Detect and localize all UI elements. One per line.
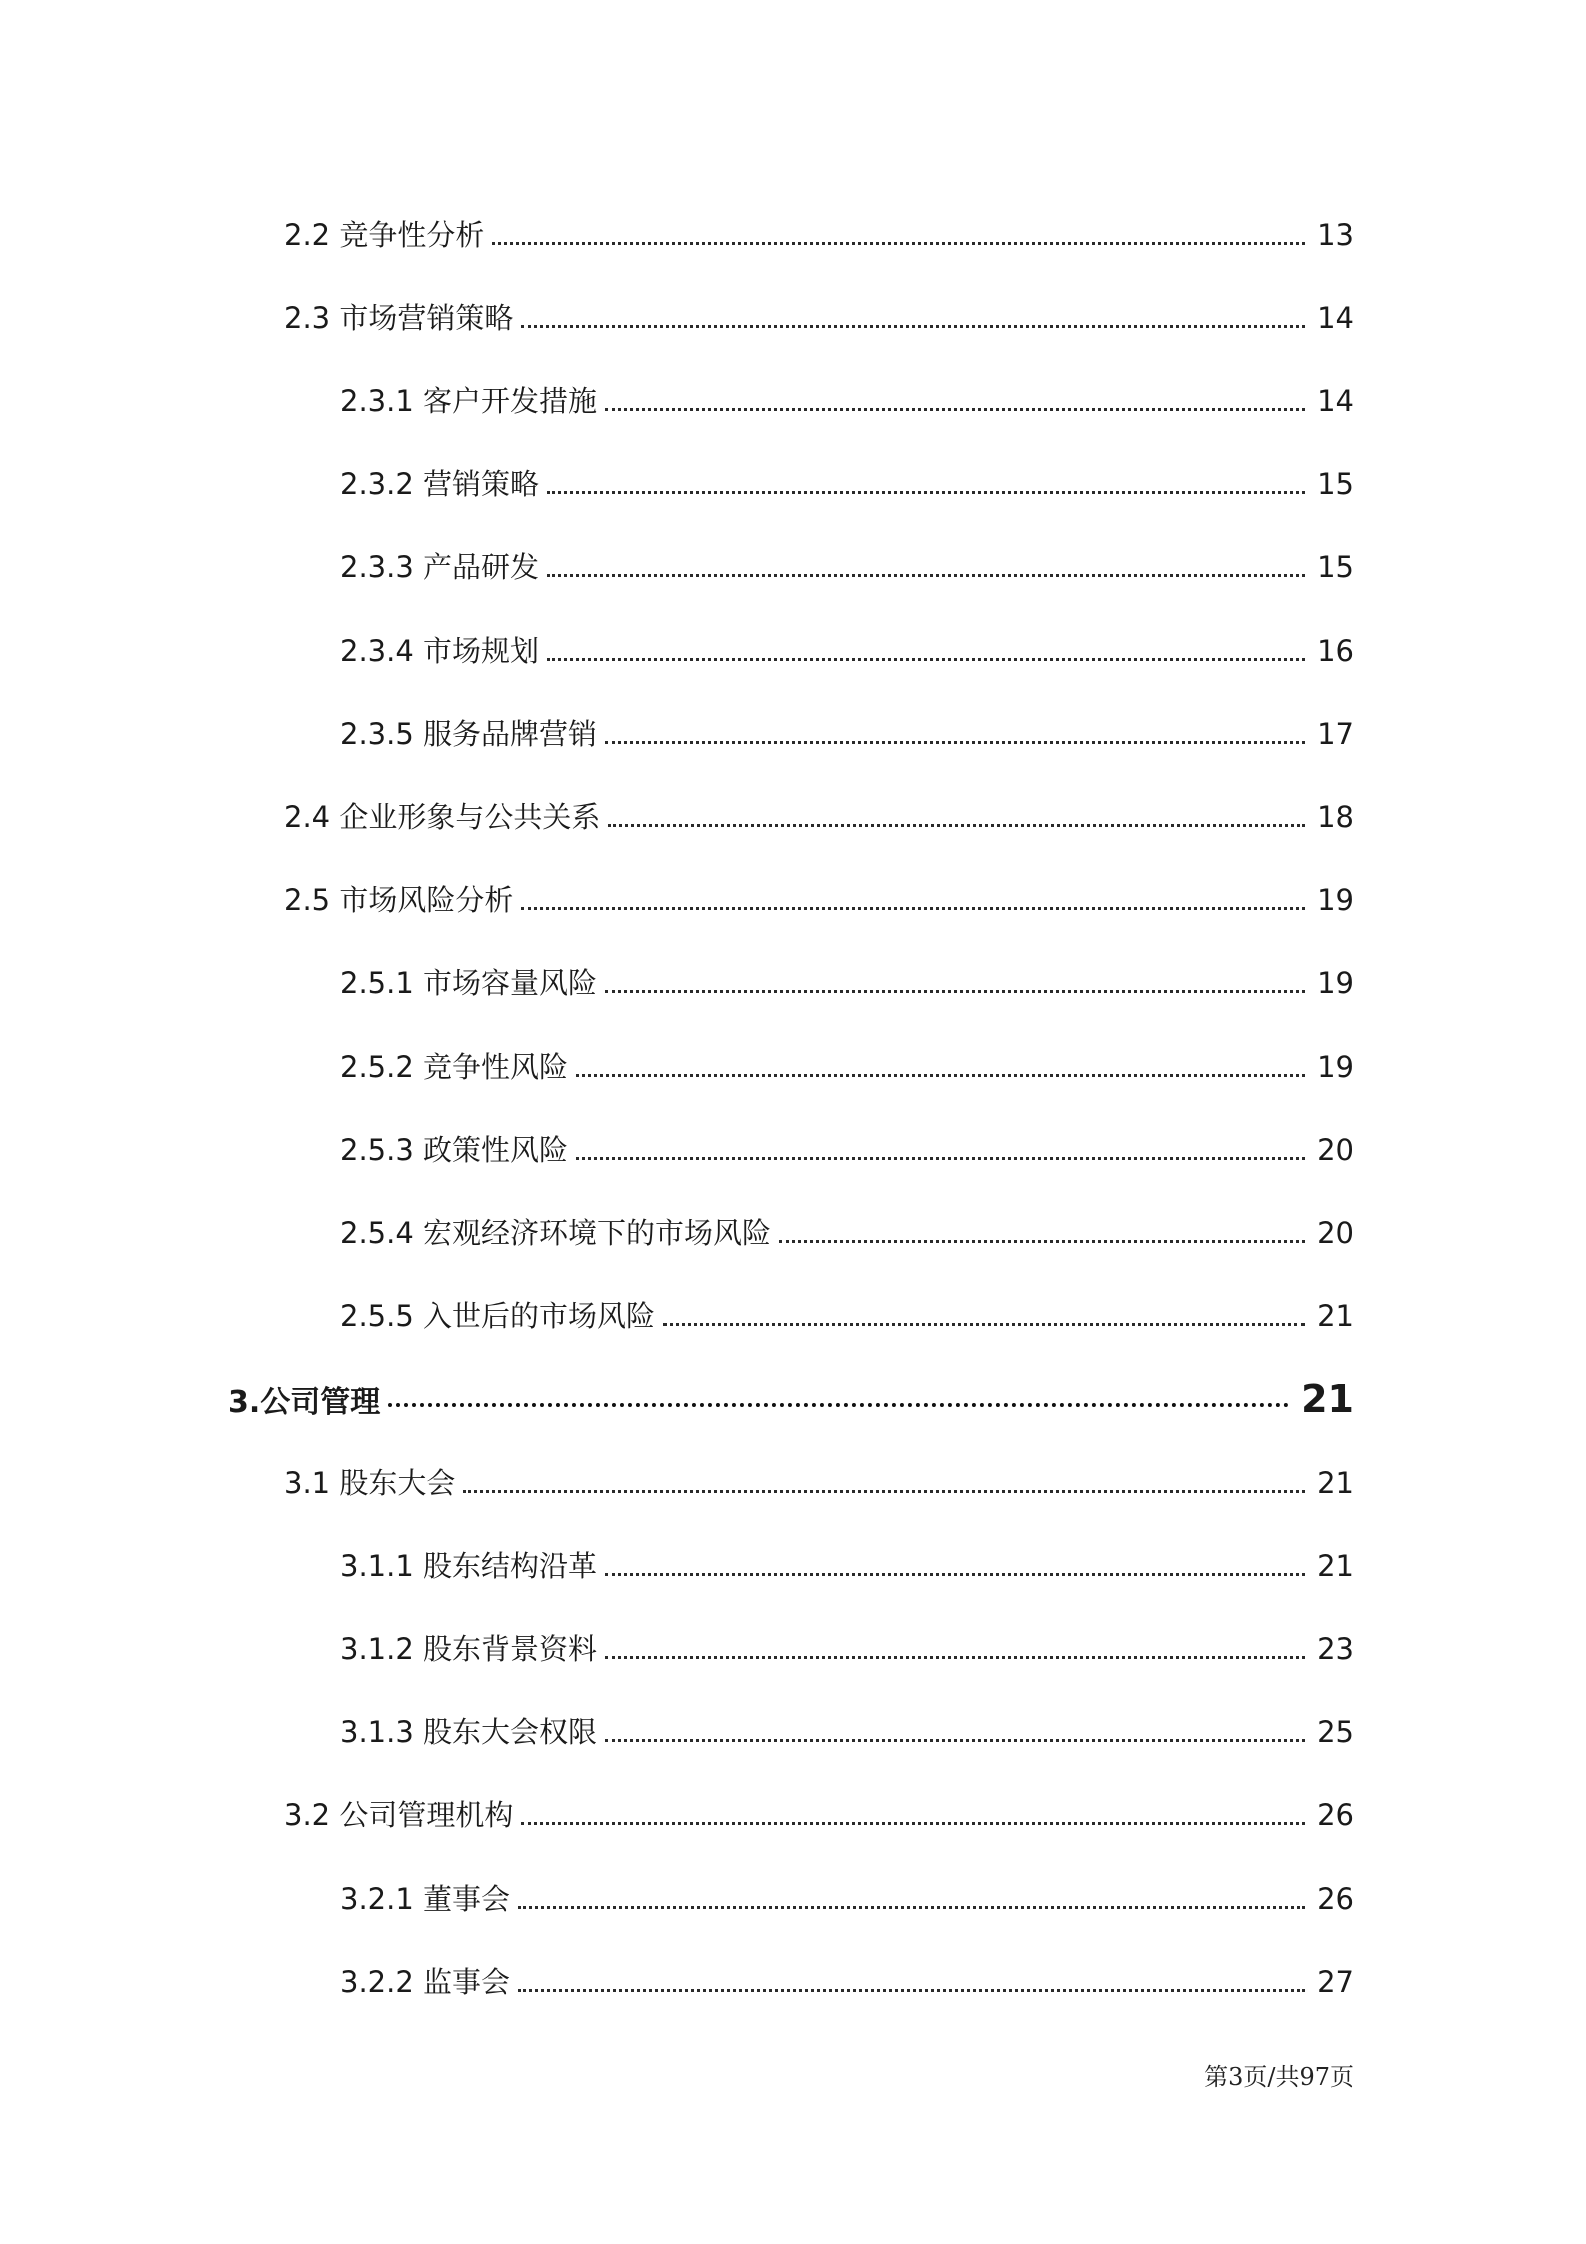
toc-leader-dots	[605, 990, 1305, 993]
toc-entry[interactable]	[228, 1375, 1354, 1423]
toc-entry-page: 19	[1317, 883, 1354, 917]
toc-leader-dots	[518, 1906, 1305, 1909]
toc-entry-page: 17	[1317, 717, 1354, 751]
toc-entry-label: 3.1.3 股东大会权限	[340, 1715, 598, 1749]
toc-entry[interactable]	[284, 1791, 1354, 1839]
toc-entry-page: 25	[1317, 1715, 1354, 1749]
toc-leader-dots	[605, 741, 1305, 744]
toc-entry[interactable]	[340, 1209, 1354, 1257]
toc-leader-dots	[663, 1323, 1305, 1326]
toc-leader-dots	[547, 658, 1305, 661]
toc-entry-label: 3.公司管理	[228, 1385, 381, 1420]
toc-leader-dots	[608, 824, 1305, 827]
toc-entry[interactable]	[284, 793, 1354, 841]
toc-entry-label: 3.1.1 股东结构沿革	[340, 1549, 598, 1583]
toc-entry[interactable]	[340, 1043, 1354, 1091]
toc-entry[interactable]	[340, 377, 1354, 425]
toc-entry-page: 15	[1317, 550, 1354, 584]
toc-entry-page: 15	[1317, 467, 1354, 501]
toc-leader-dots	[779, 1240, 1305, 1243]
toc-entry[interactable]	[340, 959, 1354, 1007]
toc-entry-label: 2.5.1 市场容量风险	[340, 966, 598, 1000]
toc-entry-page: 26	[1317, 1882, 1354, 1916]
toc-entry[interactable]	[340, 1958, 1354, 2006]
toc-entry[interactable]	[284, 211, 1354, 259]
toc-entry[interactable]	[340, 627, 1354, 675]
toc-leader-dots	[576, 1074, 1305, 1077]
toc-entry-label: 3.2.2 监事会	[340, 1965, 511, 1999]
toc-entry-page: 23	[1317, 1632, 1354, 1666]
toc-entry-label: 3.2 公司管理机构	[284, 1798, 514, 1832]
toc-entry-page: 21	[1301, 1377, 1354, 1421]
toc-leader-dots	[605, 408, 1305, 411]
toc-leader-dots	[518, 1989, 1305, 1992]
toc-entry-label: 2.5 市场风险分析	[284, 883, 514, 917]
toc-entry-label: 2.5.5 入世后的市场风险	[340, 1299, 656, 1333]
toc-entry-page: 19	[1317, 966, 1354, 1000]
toc-leader-dots	[521, 907, 1305, 910]
toc-entry-label: 2.3 市场营销策略	[284, 301, 514, 335]
toc-entry[interactable]	[284, 294, 1354, 342]
toc-entry-label: 2.3.5 服务品牌营销	[340, 717, 598, 751]
toc-entry-label: 2.5.4 宏观经济环境下的市场风险	[340, 1216, 772, 1250]
toc-entry[interactable]	[340, 1625, 1354, 1673]
toc-entry[interactable]	[340, 1708, 1354, 1756]
toc-leader-dots	[388, 1403, 1289, 1407]
toc-entry-page: 21	[1317, 1299, 1354, 1333]
toc-entry-page: 20	[1317, 1133, 1354, 1167]
toc-entry-label: 2.3.3 产品研发	[340, 550, 540, 584]
toc-entry-label: 2.5.2 竞争性风险	[340, 1050, 569, 1084]
toc-entry-page: 16	[1317, 634, 1354, 668]
toc-leader-dots	[605, 1739, 1305, 1742]
toc-leader-dots	[547, 574, 1305, 577]
toc-entry-label: 3.1 股东大会	[284, 1466, 456, 1500]
toc-leader-dots	[521, 325, 1305, 328]
toc-leader-dots	[605, 1656, 1305, 1659]
toc-entry-label: 3.1.2 股东背景资料	[340, 1632, 598, 1666]
toc-entry-label: 2.5.3 政策性风险	[340, 1133, 569, 1167]
toc-entry[interactable]	[340, 710, 1354, 758]
toc-entry-label: 2.4 企业形象与公共关系	[284, 800, 601, 834]
toc-leader-dots	[492, 242, 1305, 245]
toc-entry-label: 2.3.1 客户开发措施	[340, 384, 598, 418]
toc-entry-page: 21	[1317, 1549, 1354, 1583]
toc-entry-page: 14	[1317, 301, 1354, 335]
toc-entry-page: 20	[1317, 1216, 1354, 1250]
toc-entry[interactable]	[340, 1126, 1354, 1174]
toc-entry-page: 27	[1317, 1965, 1354, 1999]
toc-leader-dots	[547, 491, 1305, 494]
toc-entry-label: 2.3.2 营销策略	[340, 467, 540, 501]
toc-entry[interactable]	[340, 1542, 1354, 1590]
toc-entry-label: 2.3.4 市场规划	[340, 634, 540, 668]
toc-entry-page: 18	[1317, 800, 1354, 834]
toc-entry-page: 14	[1317, 384, 1354, 418]
toc-entry-page: 21	[1317, 1466, 1354, 1500]
toc-entry-page: 13	[1317, 218, 1354, 252]
toc-leader-dots	[576, 1157, 1305, 1160]
toc-entry[interactable]	[284, 876, 1354, 924]
toc-entry[interactable]	[340, 543, 1354, 591]
toc-entry-label: 2.2 竞争性分析	[284, 218, 485, 252]
toc-leader-dots	[463, 1490, 1305, 1493]
toc-entry-page: 26	[1317, 1798, 1354, 1832]
toc-entry-page: 19	[1317, 1050, 1354, 1084]
toc-entry[interactable]	[284, 1459, 1354, 1507]
toc-entry[interactable]	[340, 1292, 1354, 1340]
toc-leader-dots	[521, 1822, 1305, 1825]
toc-leader-dots	[605, 1573, 1305, 1576]
toc-entry[interactable]	[340, 460, 1354, 508]
toc-entry-label: 3.2.1 董事会	[340, 1882, 511, 1916]
page-indicator: 第3页/共97页	[1204, 2063, 1354, 2091]
toc-entry[interactable]	[340, 1875, 1354, 1923]
